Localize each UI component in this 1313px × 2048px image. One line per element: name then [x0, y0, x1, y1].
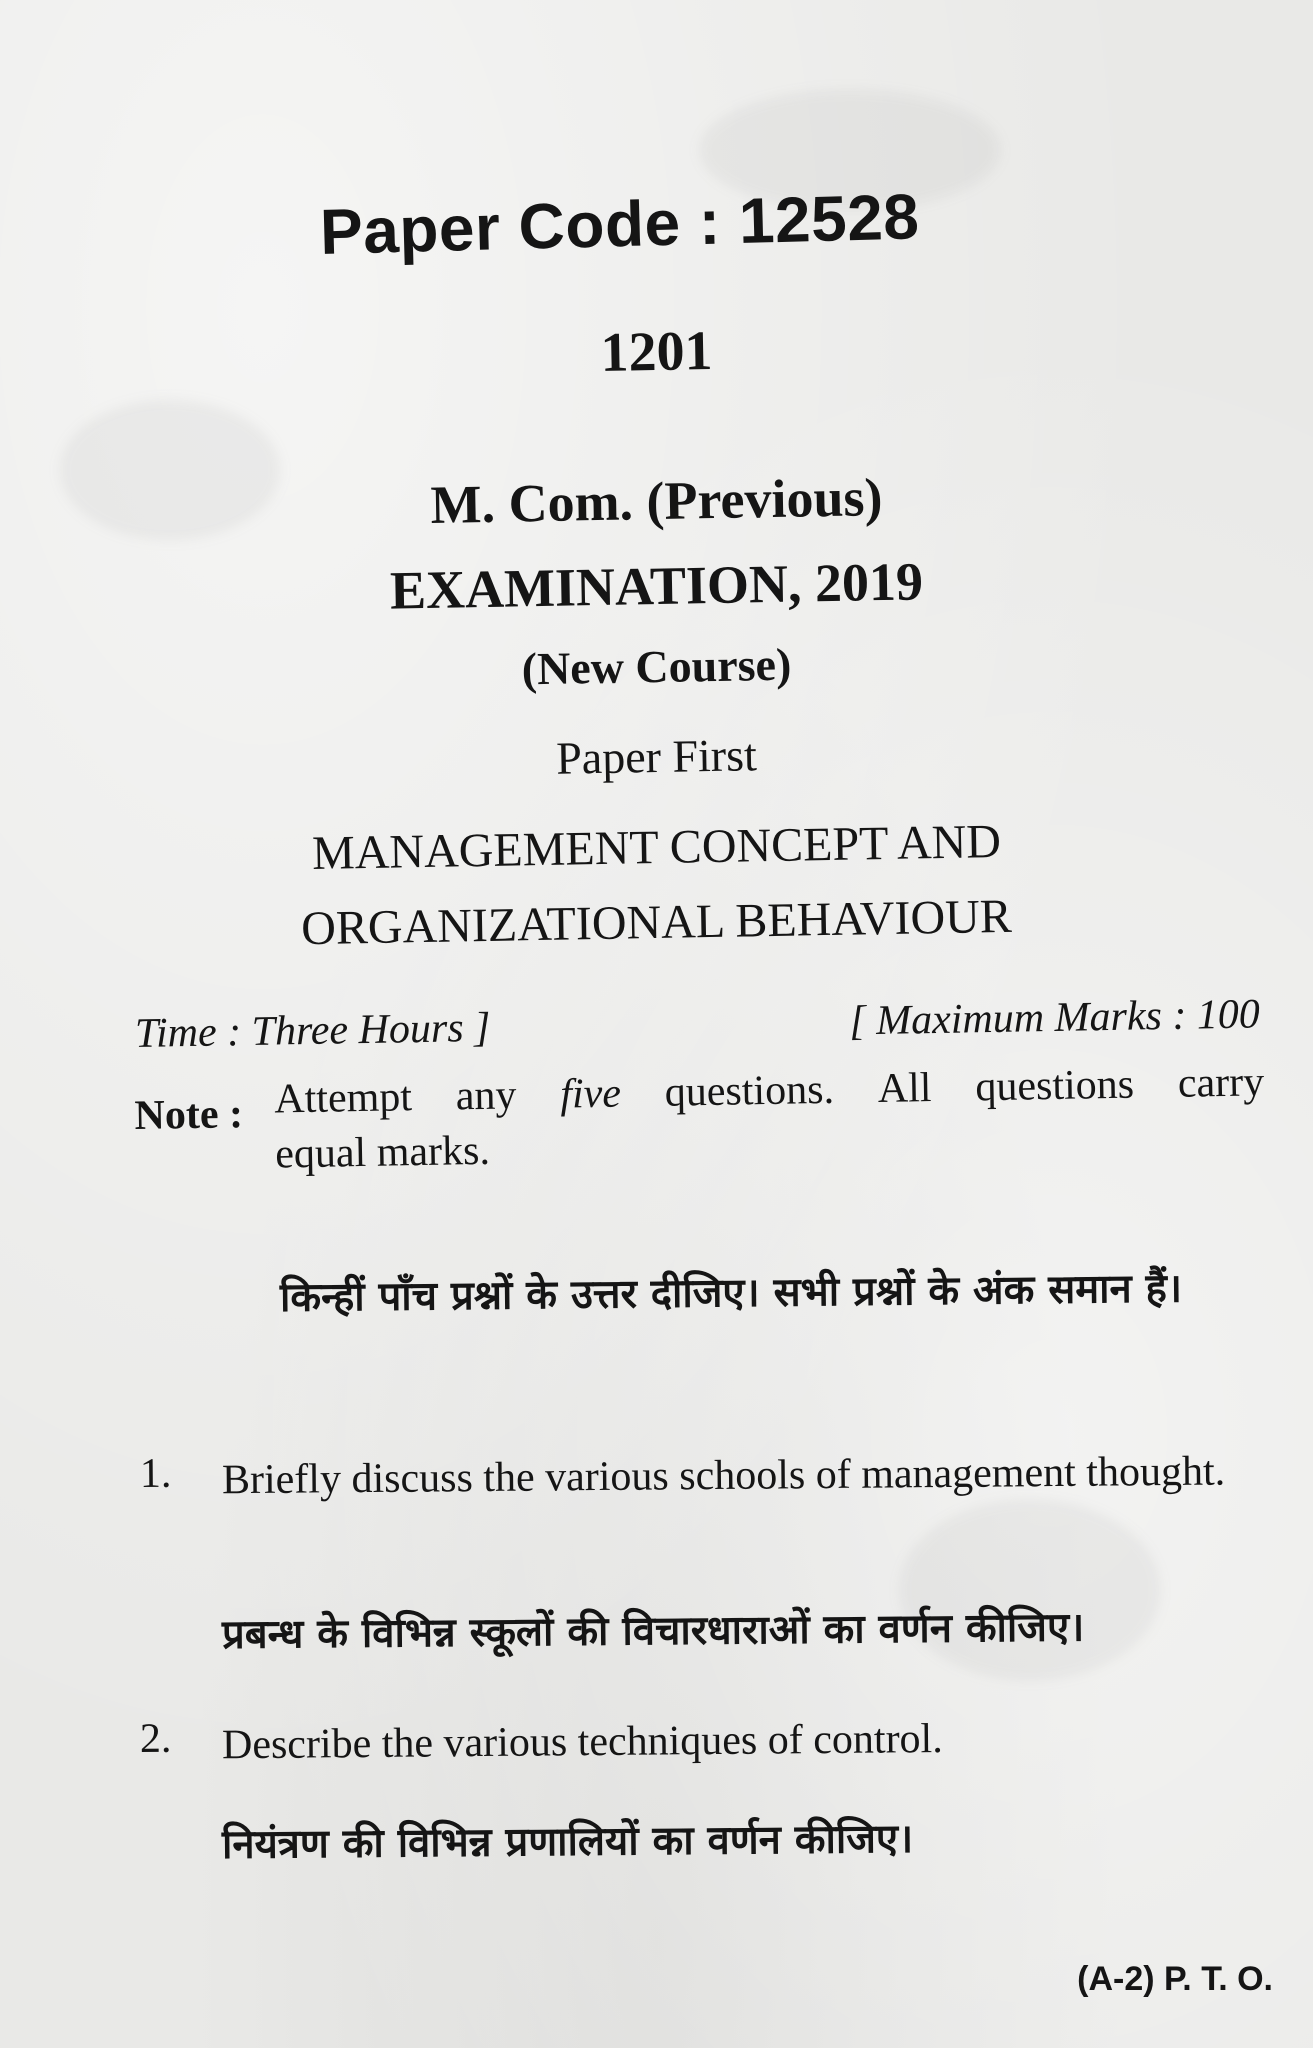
paper-code: Paper Code : 12528 [319, 180, 921, 268]
question-number: 2. [139, 1715, 172, 1762]
question-2-hindi: नियंत्रण की विभिन्न प्रणालियों का वर्णन कीजिए। [221, 1815, 914, 1868]
examination-title: EXAMINATION, 2019 [389, 551, 924, 621]
note-line2: equal marks. [274, 1127, 491, 1178]
question-text: Describe the various techniques of control. [221, 1715, 943, 1769]
note-hindi: किन्हीं पाँच प्रश्नों के उत्तर दीजिए। सभी प्रश्नों के अंक समान हैं। [279, 1265, 1183, 1321]
note-word-emphasis: five [559, 1070, 622, 1118]
note-word: questions. [664, 1066, 835, 1116]
exam-meta-row [135, 990, 1261, 1058]
note-label: Note : [134, 1091, 244, 1140]
page-footer: (A-2) P. T. O. [1077, 1960, 1273, 1998]
note-word: questions [974, 1061, 1135, 1111]
question-text: Briefly discuss the various schools of management thought. [221, 1448, 1226, 1504]
time-allowed: Time : Three Hours ] [134, 1004, 491, 1057]
code-number: 1201 [599, 320, 714, 384]
note-word: carry [1177, 1059, 1265, 1107]
question-number: 1. [139, 1450, 172, 1497]
degree-title: M. Com. (Previous) [430, 467, 883, 535]
subject-title-line2: ORGANIZATIONAL BEHAVIOUR [300, 889, 1013, 956]
question-1 [140, 1440, 1280, 1512]
note-word: any [455, 1072, 517, 1120]
question-2 [140, 1705, 1280, 1777]
question-1-hindi: प्रबन्ध के विभिन्न स्कूलों की विचारधाराओं का वर्णन कीजिए। [221, 1604, 1085, 1658]
course-label: (New Course) [521, 638, 792, 695]
maximum-marks: [ Maximum Marks : 100 [848, 991, 1261, 1045]
note-block [134, 1059, 1266, 1188]
note-word: Attempt [273, 1074, 413, 1123]
subject-title-line1: MANAGEMENT CONCEPT AND [311, 814, 1002, 881]
note-word: All [877, 1065, 932, 1113]
paper-label: Paper First [555, 729, 758, 784]
